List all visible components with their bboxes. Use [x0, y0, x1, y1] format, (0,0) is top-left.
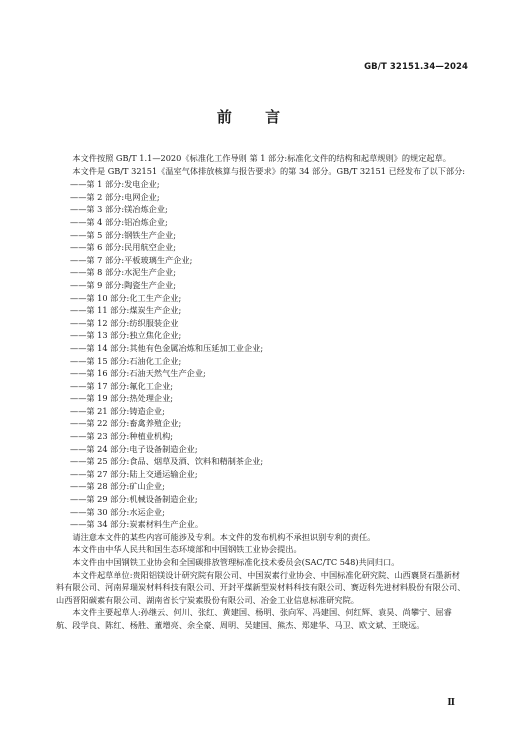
standard-code: GB/T 32151.34—2024 [364, 62, 468, 72]
list-item: ——第 2 部分:电网企业; [70, 191, 160, 202]
intro-paragraph-2: 本文件是 GB/T 32151《温室气体排放核算与报告要求》的第 34 部分。GB/T 32151 已经发布了以下部分: [72, 165, 466, 176]
list-item: ——第 6 部分:民用航空企业; [70, 242, 176, 253]
list-item: ——第 10 部分:化工生产企业; [70, 292, 182, 303]
list-item: ——第 9 部分:陶瓷生产企业; [70, 279, 176, 290]
list-item: ——第 11 部分:煤炭生产企业; [70, 305, 182, 316]
parts-list [56, 178, 466, 531]
list-item: ——第 1 部分:发电企业; [70, 179, 160, 190]
list-item: ——第 8 部分:水泥生产企业; [70, 267, 176, 278]
patent-notice: 请注意本文件的某些内容可能涉及专利。本文件的发布机构不承担识别专利的责任。 [72, 531, 376, 542]
list-item: ——第 16 部分:石油天然气生产企业; [70, 368, 206, 379]
page-number: Ⅱ [447, 698, 455, 708]
list-item: ——第 22 部分:畜禽养殖企业; [70, 418, 182, 429]
list-item: ——第 25 部分:食品、烟草及酒、饮料和精制茶企业; [70, 456, 264, 467]
list-item: ——第 34 部分:炭素材料生产企业。 [70, 519, 204, 530]
list-item: ——第 13 部分:独立焦化企业; [70, 330, 182, 341]
list-item: ——第 30 部分:水运企业; [70, 506, 165, 517]
list-item: ——第 15 部分:石油化工企业; [70, 355, 182, 366]
list-item: ——第 19 部分:热处理企业; [70, 393, 174, 404]
main-drafters: 本文件主要起草人:孙继云、何川、张红、黄建国、杨明、张向军、冯建国、何红辉、袁昊、尚攀宁、屈睿航、段学良、陈红、杨胜、董增亮、余全豪、周明、吴建国、熊杰、郑建华、马卫、欧文斌、王晓远。 [56, 607, 452, 630]
list-item: ——第 27 部分:陆上交通运输企业; [70, 468, 198, 479]
list-item: ——第 28 部分:矿山企业; [70, 481, 165, 492]
list-item: ——第 12 部分:纺织服装企业 [70, 317, 179, 328]
list-item: ——第 29 部分:机械设备制造企业; [70, 494, 198, 505]
list-item: ——第 3 部分:镁冶炼企业; [70, 204, 168, 215]
list-item: ——第 5 部分:钢铁生产企业; [70, 229, 176, 240]
proposer-statement: 本文件由中华人民共和国生态环境部和中国钢铁工业协会提出。 [72, 544, 302, 555]
list-item: ——第 24 部分:电子设备制造企业; [70, 443, 198, 454]
centralized-management-statement: 本文件由中国钢铁工业协会和全国碳排放管理标准化技术委员会(SAC/TC 548)共同归口。 [72, 557, 400, 567]
list-item: ——第 21 部分:铸造企业; [70, 405, 165, 416]
page-title: 前 言 [216, 108, 295, 126]
list-item: ——第 7 部分:平板玻璃生产企业; [70, 254, 193, 265]
list-item: ——第 23 部分:种植业机构; [70, 431, 174, 442]
list-item: ——第 17 部分:氟化工企业; [70, 380, 174, 391]
drafting-organizations: 本文件起草单位:贵阳铝镁设计研究院有限公司、中国炭素行业协会、中国标准化研究院、山西襄贤石墨新材料有限公司、河南昇瑞炭材料科技有限公司、开封平煤新型炭材料科技有限公司、赛迈科先进材料股份有限公司、山西晋阳碳素有限公司、湖南省长宁炭素股份有限公司、冶金工业信息标准研究院。 [56, 569, 466, 605]
list-item: ——第 14 部分:其他有色金属冶炼和压延加工业企业; [70, 342, 264, 353]
intro-paragraph-1: 本文件按照 GB/T 1.1—2020《标准化工作导则 第 1 部分:标准化文件的结构和起草规则》的规定起草。 [72, 153, 451, 163]
document-body [56, 152, 466, 632]
list-item: ——第 4 部分:铝冶炼企业; [70, 216, 168, 227]
